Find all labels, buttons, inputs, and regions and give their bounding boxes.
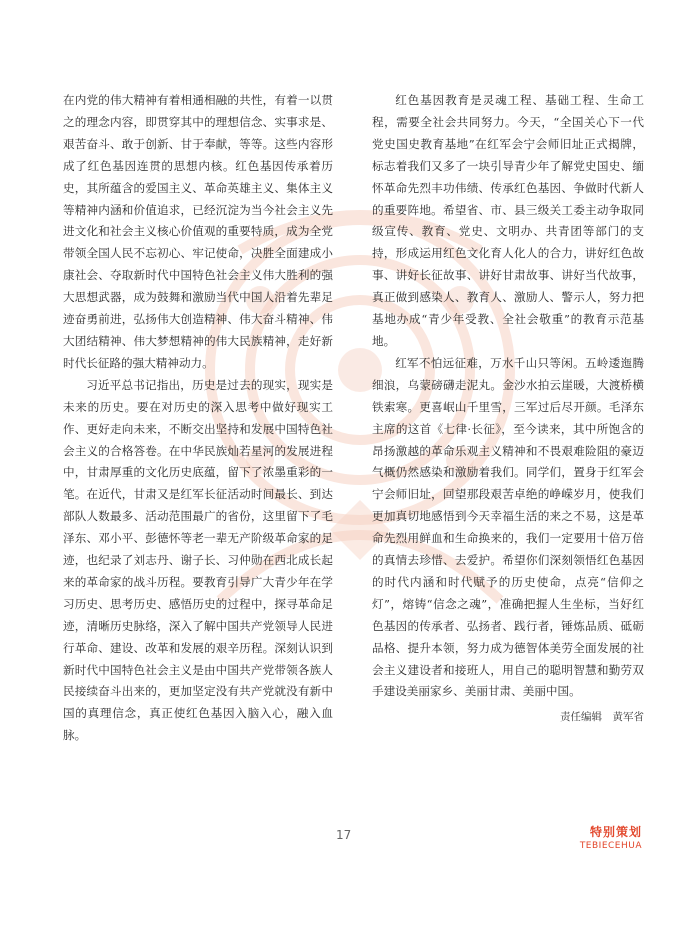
page-number: 17 bbox=[336, 828, 352, 842]
section-label bbox=[580, 823, 642, 851]
section-title-en: TEBIECEHUA bbox=[579, 841, 642, 851]
editor-credit: 责任编辑 黄军省 bbox=[560, 711, 644, 724]
section-title-zh: 特别策划 bbox=[589, 825, 642, 839]
left-column bbox=[63, 90, 333, 747]
left-paragraph-1: 在内党的伟大精神有着相通相融的共性，有着一以贯之的理念内容，即贯穿其中的理想信念、实事求是、艰苦奋斗、敢于创新、甘于奉献，等等。这些内容形成了红色基因连贯的思想内核。红色基因传承着历史，其所蕴含的爱国主义、革命英雄主义、集体主义等精神内涵和价值追求，已经沉淀为当今社会主义先进文化和社会主义核心价值观的重要特质，成为全党带领全国人民不忘初心、牢记使命，决胜全面建成小康社会、夺取新时代中国特色社会主义伟大胜利的强大思想武器，成为鼓舞和激励当代中国人沿着先辈足迹奋勇前进，弘扬伟大创造精神、伟大奋斗精神、伟大团结精神、伟大梦想精神的伟大民族精神，走好新时代长征路的强大精神动力。 bbox=[63, 93, 333, 370]
right-paragraph-2: 红军不怕远征难，万水千山只等闲。五岭逶迤腾细浪，乌蒙磅礴走泥丸。金沙水拍云崖暖，大渡桥横铁索寒。更喜岷山千里雪，三军过后尽开颜。毛泽东主席的这首《七律·长征》，至今读来，其中所饱含的昂扬激越的革命乐观主义精神和不畏艰难险阻的豪迈气概仍然感染和激励着我们。同学们，置身于红军会宁会师旧址，回望那段艰苦卓绝的峥嵘岁月，使我们更加真切地感悟到今天幸福生活的来之不易，这是革命先烈用鲜血和生命换来的，我们一定要用十倍万倍的真情去珍惜、去爱护。希望你们深刻领悟红色基因的时代内涵和时代赋予的历史使命，点亮“信仰之灯”，熔铸“信念之魂”，准确把握人生坐标，当好红色基因的传承者、弘扬者、践行者，锤炼品质、砥砺品格、提升本领，努力成为德智体美劳全面发展的社会主义建设者和接班人，用自己的聪明智慧和勤劳双手建设美丽家乡、美丽甘肃、美丽中国。 bbox=[372, 355, 644, 699]
right-paragraph-1: 红色基因教育是灵魂工程、基础工程、生命工程，需要全社会共同努力。今天，“全国关心下一代党史国史教育基地”在红军会宁会师旧址正式揭牌，标志着我们又多了一块引导青少年了解党史国史、缅怀革命先烈丰功伟绩、传承红色基因、争做时代新人的重要阵地。希望省、市、县三级关工委主动争取同级宣传、教育、党史、文明办、共青团等部门的支持，形成运用红色文化育人化人的合力，讲好红色故事、讲好长征故事、讲好甘肃故事、讲好当代故事，真正做到感染人、教育人、激励人、警示人，努力把基地办成“青少年受教、全社会敬重”的教育示范基地。 bbox=[372, 93, 644, 348]
right-column bbox=[372, 90, 644, 729]
left-paragraph-2: 习近平总书记指出，历史是过去的现实，现实是未来的历史。要在对历史的深入思考中做好现实工作、更好走向未来，不断交出坚持和发展中国特色社会主义的合格答卷。在中华民族灿若星河的发展进程中，甘肃厚重的文化历史底蕴，留下了浓墨重彩的一笔。在近代，甘肃又是红军长征活动时间最长、到达部队人数最多、活动范围最广的省份，这里留下了毛泽东、邓小平、彭德怀等老一辈无产阶级革命家的足迹，也纪录了刘志丹、谢子长、习仲勋在西北成长起来的革命家的战斗历程。要教育引导广大青少年在学习历史、思考历史、感悟历史的过程中，探寻革命足迹，清晰历史脉络，深入了解中国共产党领导人民进行革命、建设、改革和发展的艰辛历程。深刻认识到新时代中国特色社会主义是由中国共产党带领各族人民接续奋斗出来的，更加坚定没有共产党就没有新中国的真理信念，真正使红色基因入脑入心，融入血脉。 bbox=[63, 377, 333, 743]
